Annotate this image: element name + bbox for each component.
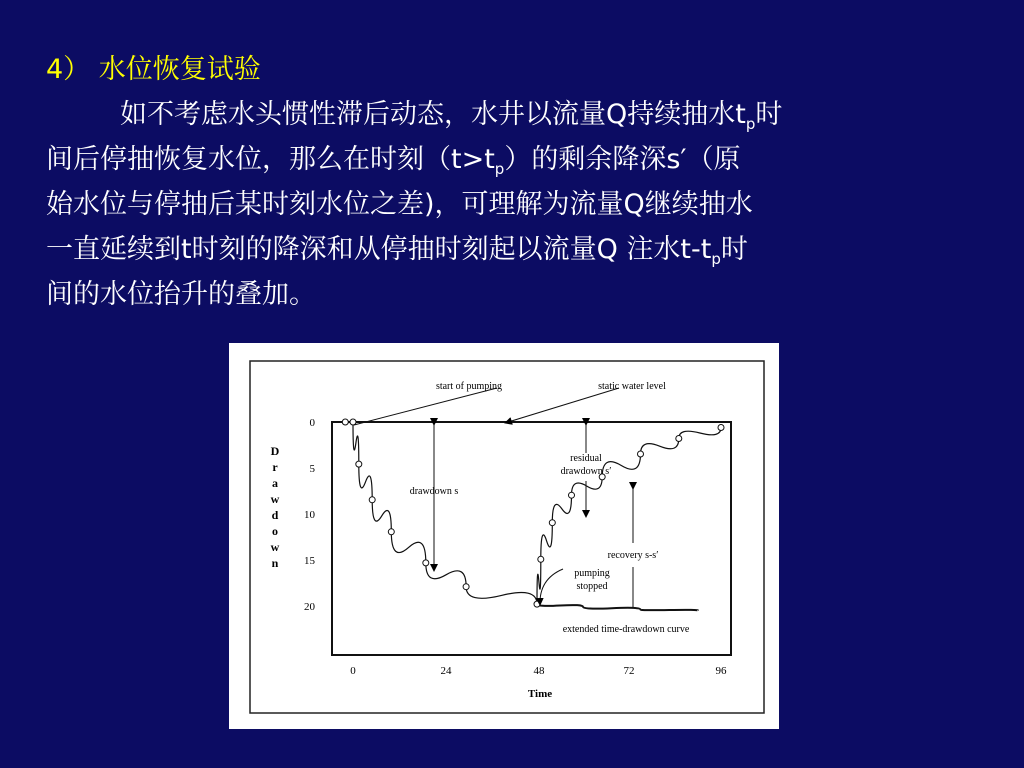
paragraph-line-4: 一直延续到t时刻的降深和从停抽时刻起以流量Q 注水$t-t_p$时 (46, 234, 748, 268)
data-point (638, 451, 644, 457)
data-point (463, 584, 469, 590)
static-level-arrow (505, 388, 619, 423)
data-point (569, 492, 575, 498)
recovery-test-figure (229, 343, 779, 729)
y-tick-label: 0 (309, 417, 315, 429)
annotation-pumping-line2: stopped (576, 581, 608, 592)
y-axis-label-letter: w (270, 492, 280, 506)
data-point (718, 425, 724, 431)
y-axis-label-letter: o (272, 524, 278, 538)
annotation-pumping-line1: pumping (574, 568, 610, 579)
paragraph-line-2: 间后停抽恢复水位，那么在时刻$(t>t_p)$的剩余降深s′（原 (46, 144, 741, 178)
y-axis-label-letter: n (271, 556, 279, 570)
drawdown-curve (345, 422, 537, 604)
data-point (369, 497, 375, 503)
x-tick-label: 72 (623, 665, 635, 677)
data-point (342, 419, 348, 425)
figure-frame (250, 361, 764, 713)
x-tick-label: 48 (533, 665, 545, 677)
y-axis-label-letter: w (270, 540, 280, 554)
y-axis-label-letter: a (272, 476, 278, 490)
paragraph-line-3: 始水位与停抽后某时刻水位之差)，可理解为流量Q继续抽水 (46, 189, 753, 220)
extended-drawdown-curve (537, 604, 698, 610)
y-axis-label-letter: D (270, 444, 280, 458)
start-pumping-leader (354, 388, 497, 425)
data-point (423, 560, 429, 566)
annotation-recovery: recovery s-s′ (607, 550, 659, 561)
paragraph (46, 92, 961, 317)
data-point (534, 601, 540, 607)
data-point (388, 529, 394, 535)
x-tick-label: 0 (350, 665, 356, 677)
paragraph-line-1: 如不考虑水头惯性滞后动态，水井以流量Q持续抽水$t_p$时 (120, 99, 783, 133)
recovery-curve (537, 428, 721, 605)
x-axis-label: Time (527, 688, 553, 700)
annotation-static-water-level: static water level (598, 381, 666, 392)
y-tick-label: 20 (304, 601, 315, 613)
drawdown-recovery-chart (229, 343, 779, 729)
data-point (538, 556, 544, 562)
annotation-residual-line2: drawdown s′ (560, 466, 612, 477)
data-point (356, 461, 362, 467)
x-tick-label: 24 (440, 665, 452, 677)
data-point (676, 436, 682, 442)
section-heading: 4） 水位恢复试验 (46, 54, 261, 85)
annotation-start-of-pumping: start of pumping (435, 381, 503, 392)
data-point (350, 419, 356, 425)
pumping-stopped-arrow (540, 569, 563, 605)
data-point (549, 520, 555, 526)
y-tick-label: 5 (309, 463, 315, 475)
y-tick-label: 15 (304, 555, 315, 567)
annotation-drawdown-s: drawdown s (409, 486, 459, 497)
x-tick-label: 96 (715, 665, 727, 677)
y-axis-label-letter: d (271, 508, 279, 522)
annotation-residual-line1: residual (570, 453, 602, 464)
paragraph-line-5: 间的水位抬升的叠加。 (46, 279, 316, 310)
annotation-extended-curve: extended time-drawdown curve (562, 624, 690, 635)
y-tick-label: 10 (304, 509, 315, 521)
y-axis-label-letter: r (272, 460, 278, 474)
